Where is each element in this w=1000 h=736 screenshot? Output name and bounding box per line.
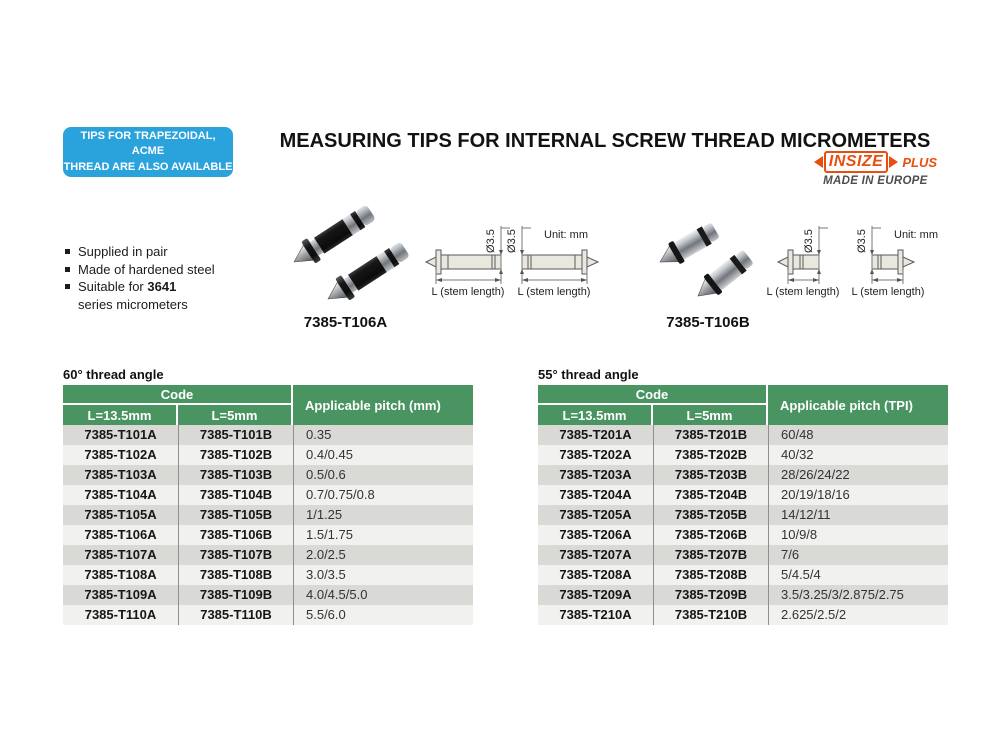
product-code: 7385-T106A <box>84 527 157 542</box>
table-body <box>538 425 948 625</box>
product-code: 7385-T109A <box>84 587 157 602</box>
bullet-icon <box>65 284 70 289</box>
table-60deg <box>63 385 473 625</box>
product-code: 7385-T106B <box>178 525 293 545</box>
diameter-label: Ø3.5 <box>856 229 868 253</box>
pitch-value: 40/32 <box>768 445 948 465</box>
table-row <box>63 445 473 465</box>
table-row <box>63 465 473 485</box>
product-code: 7385-T201B <box>653 425 768 445</box>
table-row <box>63 505 473 525</box>
feature-text: Supplied in pair <box>78 244 168 259</box>
logo-right-arrow-icon <box>889 156 898 168</box>
product-code: 7385-T210B <box>653 605 768 625</box>
table-row <box>538 485 948 505</box>
header-code: Code <box>538 385 768 405</box>
product-code: 7385-T202B <box>653 445 768 465</box>
table-row <box>63 605 473 625</box>
stem-length-label: L (stem length) <box>431 286 505 298</box>
brand-logo-row <box>814 151 937 173</box>
header-l13-5: L=13.5mm <box>538 405 653 425</box>
header-l5: L=5mm <box>178 405 293 425</box>
brand-name: INSIZE <box>824 151 889 173</box>
pitch-value: 20/19/18/16 <box>768 485 948 505</box>
product-code: 7385-T208A <box>559 567 632 582</box>
table-row <box>63 485 473 505</box>
pitch-value: 3.0/3.5 <box>293 565 473 585</box>
product-code: 7385-T207A <box>559 547 632 562</box>
badge-line-2: THREAD ARE ALSO AVAILABLE <box>63 160 233 173</box>
product-code: 7385-T103B <box>178 465 293 485</box>
product-code-t106b: 7385-T106B <box>666 314 750 331</box>
table-row <box>63 545 473 565</box>
feature-item <box>65 278 215 296</box>
product-code: 7385-T201A <box>559 427 632 442</box>
table-row <box>538 465 948 485</box>
brand-tagline: MADE IN EUROPE <box>823 175 928 187</box>
stem-length-label: L (stem length) <box>851 286 925 298</box>
diameter-label: Ø3.5 <box>485 229 497 253</box>
header-code: Code <box>63 385 293 405</box>
product-code: 7385-T206A <box>559 527 632 542</box>
pitch-value: 60/48 <box>768 425 948 445</box>
pitch-value: 28/26/24/22 <box>768 465 948 485</box>
product-code: 7385-T203A <box>559 467 632 482</box>
bullet-icon <box>65 249 70 254</box>
table-heading-60deg: 60° thread angle <box>63 367 164 382</box>
header-pitch: Applicable pitch (TPI) <box>768 385 948 425</box>
product-code: 7385-T105A <box>84 507 157 522</box>
table-row <box>538 565 948 585</box>
stem-length-label: L (stem length) <box>766 286 840 298</box>
product-photo-t106b <box>648 202 763 307</box>
pitch-value: 4.0/4.5/5.0 <box>293 585 473 605</box>
feature-list <box>65 243 215 313</box>
product-code: 7385-T102B <box>178 445 293 465</box>
product-photo-t106a <box>278 196 413 311</box>
table-row <box>538 445 948 465</box>
feature-text: Suitable for 3641 <box>78 279 177 294</box>
product-code: 7385-T103A <box>84 467 157 482</box>
product-code: 7385-T109B <box>178 585 293 605</box>
brand-suffix: PLUS <box>902 154 937 170</box>
product-code: 7385-T209A <box>559 587 632 602</box>
table-row <box>538 505 948 525</box>
page-title: MEASURING TIPS FOR INTERNAL SCREW THREAD MICROMETERS <box>279 130 931 152</box>
product-code: 7385-T108A <box>84 567 157 582</box>
product-code-t106a: 7385-T106A <box>303 314 388 331</box>
brand-logo <box>814 151 937 187</box>
pitch-value: 10/9/8 <box>768 525 948 545</box>
pitch-value: 5.5/6.0 <box>293 605 473 625</box>
product-code: 7385-T206B <box>653 525 768 545</box>
pitch-value: 2.0/2.5 <box>293 545 473 565</box>
product-code: 7385-T108B <box>178 565 293 585</box>
feature-item <box>65 261 215 279</box>
table-row <box>63 585 473 605</box>
product-code: 7385-T210A <box>559 607 632 622</box>
header-l5: L=5mm <box>653 405 768 425</box>
product-code: 7385-T204B <box>653 485 768 505</box>
product-code: 7385-T205B <box>653 505 768 525</box>
table-heading-55deg: 55° thread angle <box>538 367 639 382</box>
availability-badge <box>63 127 233 177</box>
pitch-value: 7/6 <box>768 545 948 565</box>
unit-label: Unit: mm <box>544 229 588 241</box>
tech-diagram-t106a <box>420 214 610 302</box>
table-row <box>63 425 473 445</box>
table-55deg <box>538 385 948 625</box>
diameter-label: Ø3.5 <box>803 229 815 253</box>
feature-item <box>65 243 215 261</box>
header-pitch: Applicable pitch (mm) <box>293 385 473 425</box>
pitch-value: 0.5/0.6 <box>293 465 473 485</box>
table-header <box>63 385 473 425</box>
diameter-label: Ø3.5 <box>506 229 518 253</box>
product-code: 7385-T202A <box>559 447 632 462</box>
product-code: 7385-T209B <box>653 585 768 605</box>
table-row <box>538 605 948 625</box>
product-code: 7385-T104B <box>178 485 293 505</box>
product-code: 7385-T205A <box>559 507 632 522</box>
table-header <box>538 385 948 425</box>
feature-series-number: 3641 <box>147 279 177 294</box>
table-row <box>538 425 948 445</box>
table-row <box>538 525 948 545</box>
product-code: 7385-T107A <box>84 547 157 562</box>
pitch-value: 0.4/0.45 <box>293 445 473 465</box>
pitch-value: 1/1.25 <box>293 505 473 525</box>
table-row <box>538 545 948 565</box>
header-l13-5: L=13.5mm <box>63 405 178 425</box>
product-code: 7385-T110A <box>84 607 157 622</box>
product-code: 7385-T208B <box>653 565 768 585</box>
product-code: 7385-T102A <box>84 447 157 462</box>
feature-text-continued: series micrometers <box>78 296 188 312</box>
pitch-value: 5/4.5/4 <box>768 565 948 585</box>
feature-text: Made of hardened steel <box>78 261 215 277</box>
product-code: 7385-T204A <box>559 487 632 502</box>
product-code: 7385-T104A <box>84 487 157 502</box>
product-code: 7385-T207B <box>653 545 768 565</box>
stem-length-label: L (stem length) <box>517 286 591 298</box>
badge-line-1: TIPS FOR TRAPEZOIDAL, ACME <box>80 129 216 158</box>
product-code: 7385-T101B <box>178 425 293 445</box>
bullet-icon <box>65 267 70 272</box>
product-code: 7385-T107B <box>178 545 293 565</box>
table-body <box>63 425 473 625</box>
logo-left-arrow-icon <box>814 156 823 168</box>
product-code: 7385-T203B <box>653 465 768 485</box>
pitch-value: 14/12/11 <box>768 505 948 525</box>
product-code: 7385-T110B <box>178 605 293 625</box>
pitch-value: 2.625/2.5/2 <box>768 605 948 625</box>
tech-diagram-t106b <box>760 214 950 302</box>
pitch-value: 3.5/3.25/3/2.875/2.75 <box>768 585 948 605</box>
table-row <box>538 585 948 605</box>
pitch-value: 0.7/0.75/0.8 <box>293 485 473 505</box>
pitch-value: 0.35 <box>293 425 473 445</box>
pitch-value: 1.5/1.75 <box>293 525 473 545</box>
product-code: 7385-T105B <box>178 505 293 525</box>
table-row <box>63 565 473 585</box>
product-code: 7385-T101A <box>84 427 157 442</box>
unit-label: Unit: mm <box>894 229 938 241</box>
table-row <box>63 525 473 545</box>
